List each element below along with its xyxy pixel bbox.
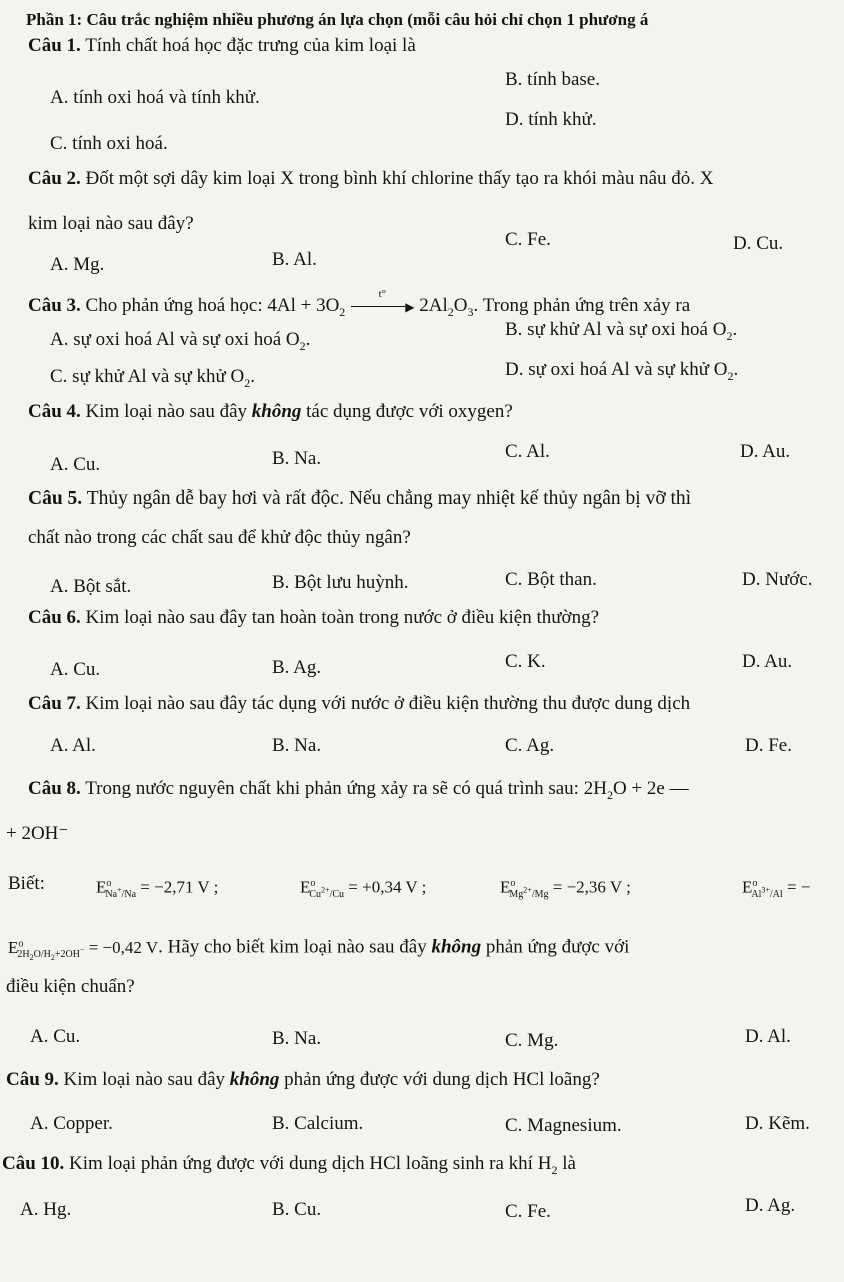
question-text: Đốt một sợi dây kim loại X trong bình khí chlorine thấy tạo ra khói màu nâu đỏ. X: [80, 168, 714, 189]
potential-na: $E^o_{Na^+/Na} = -2,71$ V ;: [96, 877, 219, 901]
question-text: Kim loại nào sau đây tan hoàn toàn trong nước ở điều kiện thường?: [80, 607, 600, 628]
question-number: Câu 6.: [28, 607, 81, 628]
question-6: [28, 606, 599, 630]
q8-option-b: B. Na.: [272, 1028, 322, 1049]
question-8-line-4: điều kiện chuẩn?: [6, 976, 135, 997]
q10-option-c: C. Fe.: [505, 1201, 551, 1222]
emphasis-khong: không: [431, 936, 482, 958]
question-8-line-2: + 2OH⁻: [6, 823, 69, 844]
question-number: Câu 3.: [28, 295, 81, 316]
potential-water: $E^o_{2H_2O/H_2+2OH^-} = -0,42$ V: [8, 937, 159, 963]
question-text: Trong nước nguyên chất khi phản ứng xảy ra sẽ có quá trình sau: 2H: [80, 778, 607, 799]
question-3: Câu 3. Cho phản ứng hoá học: $4Al + 3O_2$ t° ▶ $2Al_2O_3$. Trong phản ứng trên xảy ra: [28, 294, 690, 324]
q3-option-c: C. sự khử Al và sự khử $O_2$.: [50, 366, 256, 390]
question-number: Câu 1.: [28, 35, 81, 56]
question-text: Kim loại phản ứng được với dung dịch HCl loãng sinh ra khí H: [64, 1153, 552, 1174]
q8-option-a: A. Cu.: [30, 1026, 81, 1047]
question-number: Câu 10.: [2, 1153, 65, 1174]
given-label: Biết:: [8, 873, 45, 894]
q4-option-c: C. Al.: [505, 441, 550, 462]
q4-option-d: D. Au.: [740, 441, 791, 462]
q9-option-d: D. Kẽm.: [745, 1113, 810, 1134]
question-number: Câu 2.: [28, 168, 81, 189]
question-2: [28, 167, 714, 191]
q5-option-b: B. Bột lưu huỳnh.: [272, 572, 409, 593]
potential-cu: $E^o_{Cu^{2+}/Cu} = +0,34$ V ;: [300, 877, 427, 901]
q1-option-b: B. tính base.: [505, 69, 600, 90]
q1-option-c: C. tính oxi hoá.: [50, 133, 168, 154]
q2-option-a: A. Mg.: [50, 254, 105, 275]
emphasis-khong: không: [251, 401, 302, 422]
section-header: Phần 1: Câu trắc nghiệm nhiều phương án lựa chọn (mỗi câu hỏi chỉ chọn 1 phương á: [26, 10, 649, 29]
question-number: Câu 4.: [28, 401, 81, 422]
question-8-line-3: $E^o_{2H_2O/H_2+2OH^-} = -0,42$ V. Hãy cho biết kim loại nào sau đây không phản ứng được với: [8, 936, 630, 963]
q3-option-a: A. sự oxi hoá Al và sự oxi hoá $O_2$.: [50, 329, 311, 353]
q10-option-d: D. Ag.: [745, 1195, 796, 1216]
question-number: Câu 5.: [28, 488, 83, 509]
heat-condition: t°: [378, 288, 387, 300]
question-text: Cho phản ứng hoá học:: [80, 295, 268, 316]
question-text: Tính chất hoá học đặc trưng của kim loại là: [80, 35, 416, 56]
q1-option-d: D. tính khử.: [505, 109, 597, 130]
question-9: Câu 9. Kim loại nào sau đây không phản ứng được với dung dịch HCl loãng?: [6, 1069, 600, 1090]
question-5: [28, 487, 691, 511]
emphasis-khong: không: [229, 1069, 280, 1090]
q6-option-a: A. Cu.: [50, 659, 101, 680]
q9-option-a: A. Copper.: [30, 1113, 113, 1134]
question-4: Câu 4. Kim loại nào sau đây không tác dụng được với oxygen?: [28, 401, 513, 422]
question-number: Câu 8.: [28, 778, 81, 799]
q3-option-b: B. sự khử Al và sự oxi hoá $O_2$.: [505, 319, 738, 343]
q2-option-b: B. Al.: [272, 249, 317, 270]
q6-option-c: C. K.: [505, 651, 546, 672]
question-text: Thủy ngân dễ bay hơi và rất độc. Nếu chẳng may nhiệt kế thủy ngân bị vỡ thì: [82, 488, 692, 509]
q5-option-c: C. Bột than.: [505, 569, 597, 590]
q4-option-a: A. Cu.: [50, 454, 101, 475]
q7-option-b: B. Na.: [272, 735, 322, 756]
question-5-line-2: chất nào trong các chất sau để khử độc thủy ngân?: [28, 527, 411, 548]
question-8: Câu 8. Trong nước nguyên chất khi phản ứng xảy ra sẽ có quá trình sau: $2H_2O + 2e$ —: [28, 778, 689, 802]
question-2-line-2: kim loại nào sau đây?: [28, 213, 194, 234]
q6-option-d: D. Au.: [742, 651, 793, 672]
question-7: [28, 692, 690, 716]
q2-option-d: D. Cu.: [733, 233, 784, 254]
question-number: Câu 9.: [6, 1069, 59, 1090]
q5-option-d: D. Nước.: [742, 569, 813, 590]
q9-option-b: B. Calcium.: [272, 1113, 364, 1134]
q4-option-b: B. Na.: [272, 448, 322, 469]
q6-option-b: B. Ag.: [272, 657, 322, 678]
q9-option-c: C. Magnesium.: [505, 1115, 622, 1136]
equation-left: 4Al + 3O: [267, 295, 340, 316]
q2-option-c: C. Fe.: [505, 229, 551, 250]
q10-option-a: A. Hg.: [20, 1199, 72, 1220]
potential-al: $E^o_{Al^{3+}/Al}$ = −: [742, 877, 811, 901]
question-text-tail: . Trong phản ứng trên xảy ra: [473, 295, 691, 316]
q8-option-d: D. Al.: [745, 1026, 791, 1047]
question-10: Câu 10. Kim loại phản ứng được với dung dịch HCl loãng sinh ra khí $H_2$ là: [2, 1153, 576, 1177]
potential-mg: $E^o_{Mg^{2+}/Mg} = -2,36$ V ;: [500, 877, 631, 901]
q7-option-d: D. Fe.: [745, 735, 792, 756]
q7-option-a: A. Al.: [50, 735, 96, 756]
q7-option-c: C. Ag.: [505, 735, 555, 756]
q5-option-a: A. Bột sắt.: [50, 576, 132, 597]
reaction-arrow: t° ▶: [351, 294, 413, 319]
question-1: [28, 34, 416, 58]
question-number: Câu 7.: [28, 693, 81, 714]
q3-option-d: D. sự oxi hoá Al và sự khử $O_2$.: [505, 359, 739, 383]
equation-right: 2Al: [419, 295, 448, 316]
q8-option-c: C. Mg.: [505, 1030, 559, 1051]
question-text: Kim loại nào sau đây tác dụng với nước ở điều kiện thường thu được dung dịch: [80, 693, 691, 714]
q1-option-a: A. tính oxi hoá và tính khử.: [50, 87, 260, 108]
q10-option-b: B. Cu.: [272, 1199, 322, 1220]
